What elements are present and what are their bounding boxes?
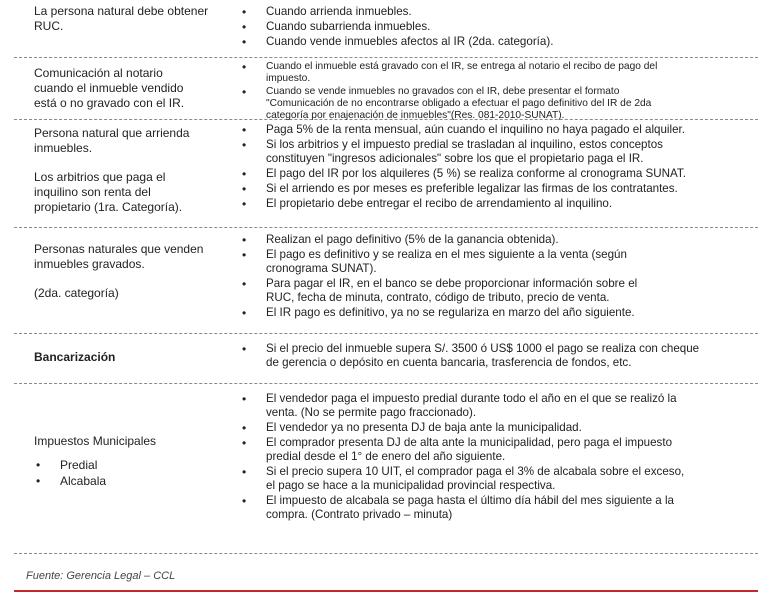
row-label-text: (2da. categoría)	[34, 286, 119, 300]
list-item: • Si el arriendo es por meses es preferible legalizar las firmas de los contratantes.	[236, 182, 758, 196]
row-content	[236, 120, 758, 227]
list-item: • El comprador presenta DJ de alta ante la municipalidad, pero paga el impuesto predial desde el 1° de enero del año siguiente.	[236, 436, 758, 464]
list-item: • Predial	[36, 458, 98, 472]
list-item: • Cuando el inmueble está gravado con el IR, se entrega al notario el recibo de pago del impuesto.	[236, 61, 758, 85]
row-label	[14, 58, 236, 119]
row-label	[14, 384, 236, 553]
bullet-icon: •	[242, 5, 247, 19]
table-row	[14, 120, 758, 228]
footer-rule	[14, 590, 758, 592]
row-label	[14, 228, 236, 333]
list-item: • Paga 5% de la renta mensual, aún cuando el inquilino no haya pagado el alquiler.	[236, 123, 758, 137]
list-item: • El propietario debe entregar el recibo de arrendamiento al inquilino.	[236, 197, 758, 211]
list-item: • El vendedor paga el impuesto predial durante todo el año en el que se realizó la venta. (No se permite pago fraccionado).	[236, 392, 758, 420]
bullet-icon: •	[242, 60, 247, 74]
list-item: • Cuando subarrienda inmuebles.	[236, 20, 758, 34]
table-row	[14, 0, 758, 58]
bullet-icon: •	[242, 436, 247, 450]
row-content	[236, 334, 758, 383]
tax-table	[14, 0, 758, 554]
bullet-icon: •	[242, 35, 247, 49]
bullet-icon: •	[242, 421, 247, 435]
bullet-icon: •	[242, 123, 247, 137]
list-item: • Alcabala	[36, 474, 107, 488]
bullet-icon: •	[242, 465, 247, 479]
table-row	[14, 384, 758, 554]
bullet-icon: •	[242, 392, 247, 406]
bullet-icon: •	[242, 248, 247, 262]
list-item: • Cuando vende inmuebles afectos al IR (2da. categoría).	[236, 35, 758, 49]
list-item: • El impuesto de alcabala se paga hasta el último día hábil del mes siguiente a la compra. (Contrato privado – minuta)	[236, 494, 758, 522]
row-content	[236, 384, 758, 553]
row-label-text: La persona natural debe obtener RUC.	[34, 4, 209, 33]
bullet-icon: •	[242, 306, 247, 320]
bullet-icon: •	[242, 277, 247, 291]
bullet-icon: •	[242, 138, 247, 152]
row-label-text: Comunicación al notario cuando el inmueble vendido está o no gravado con el IR.	[34, 66, 185, 110]
source-footnote: Fuente: Gerencia Legal – CCL	[26, 570, 176, 582]
list-item: • Si el precio del inmueble supera S/. 3500 ó US$ 1000 el pago se realiza con cheque de gerencia o depósito en cuenta bancaria, trasferencia de fondos, etc.	[236, 342, 758, 370]
row-label	[14, 120, 236, 227]
row-content	[236, 0, 758, 57]
row-label-text: Bancarización	[34, 350, 116, 364]
row-label	[14, 0, 236, 57]
row-content	[236, 58, 758, 119]
row-content	[236, 228, 758, 333]
bullet-icon: •	[242, 342, 247, 356]
bullet-icon: •	[36, 474, 41, 488]
list-item: • El pago es definitivo y se realiza en el mes siguiente a la venta (según cronograma SUNAT).	[236, 248, 758, 276]
row-label	[14, 334, 236, 383]
table-row	[14, 334, 758, 384]
row-label-text: Impuestos Municipales	[34, 434, 157, 448]
bullet-icon: •	[242, 20, 247, 34]
bullet-icon: •	[242, 182, 247, 196]
list-item: • El IR pago es definitivo, ya no se regulariza en marzo del año siguiente.	[236, 306, 758, 320]
list-item: • Cuando arrienda inmuebles.	[236, 5, 758, 19]
list-item: • El pago del IR por los alquileres (5 %) se realiza conforme al cronograma SUNAT.	[236, 167, 758, 181]
table-row	[14, 58, 758, 120]
row-label-text: Personas naturales que venden inmuebles gravados.	[34, 242, 204, 271]
bullet-icon: •	[242, 233, 247, 247]
list-item: • Para pagar el IR, en el banco se debe proporcionar información sobre el RUC, fecha de minuta, contrato, código de tributo, precio de venta.	[236, 277, 758, 305]
list-item: • Si el precio supera 10 UIT, el comprador paga el 3% de alcabala sobre el exceso, el pago se hace a la municipalidad provincial respectiva.	[236, 465, 758, 493]
list-item: • El vendedor ya no presenta DJ de baja ante la municipalidad.	[236, 421, 758, 435]
bullet-icon: •	[242, 85, 247, 99]
row-label-text: Persona natural que arrienda inmuebles.	[34, 126, 190, 155]
table-row	[14, 228, 758, 334]
bullet-icon: •	[242, 494, 247, 508]
list-item: • Cuando se vende inmuebles no gravados con el IR, debe presentar el formato "Comunicación de no encontrarse obligado a efectuar el pago definitivo del IR de 2da categoría por enajenación de inmuebles"(Res. 081-2010-SUNAT).	[236, 86, 758, 122]
bullet-icon: •	[242, 167, 247, 181]
bullet-icon: •	[242, 197, 247, 211]
list-item: • Realizan el pago definitivo (5% de la ganancia obtenida).	[236, 233, 758, 247]
list-item: • Si los arbitrios y el impuesto predial se trasladan al inquilino, estos conceptos constituyen "ingresos adicionales" sobre los que el propietario paga el IR.	[236, 138, 758, 166]
sub-list	[34, 457, 226, 489]
row-label-text: Los arbitrios que paga el inquilino son renta del propietario (1ra. Categoría).	[34, 170, 183, 214]
bullet-icon: •	[36, 458, 41, 472]
